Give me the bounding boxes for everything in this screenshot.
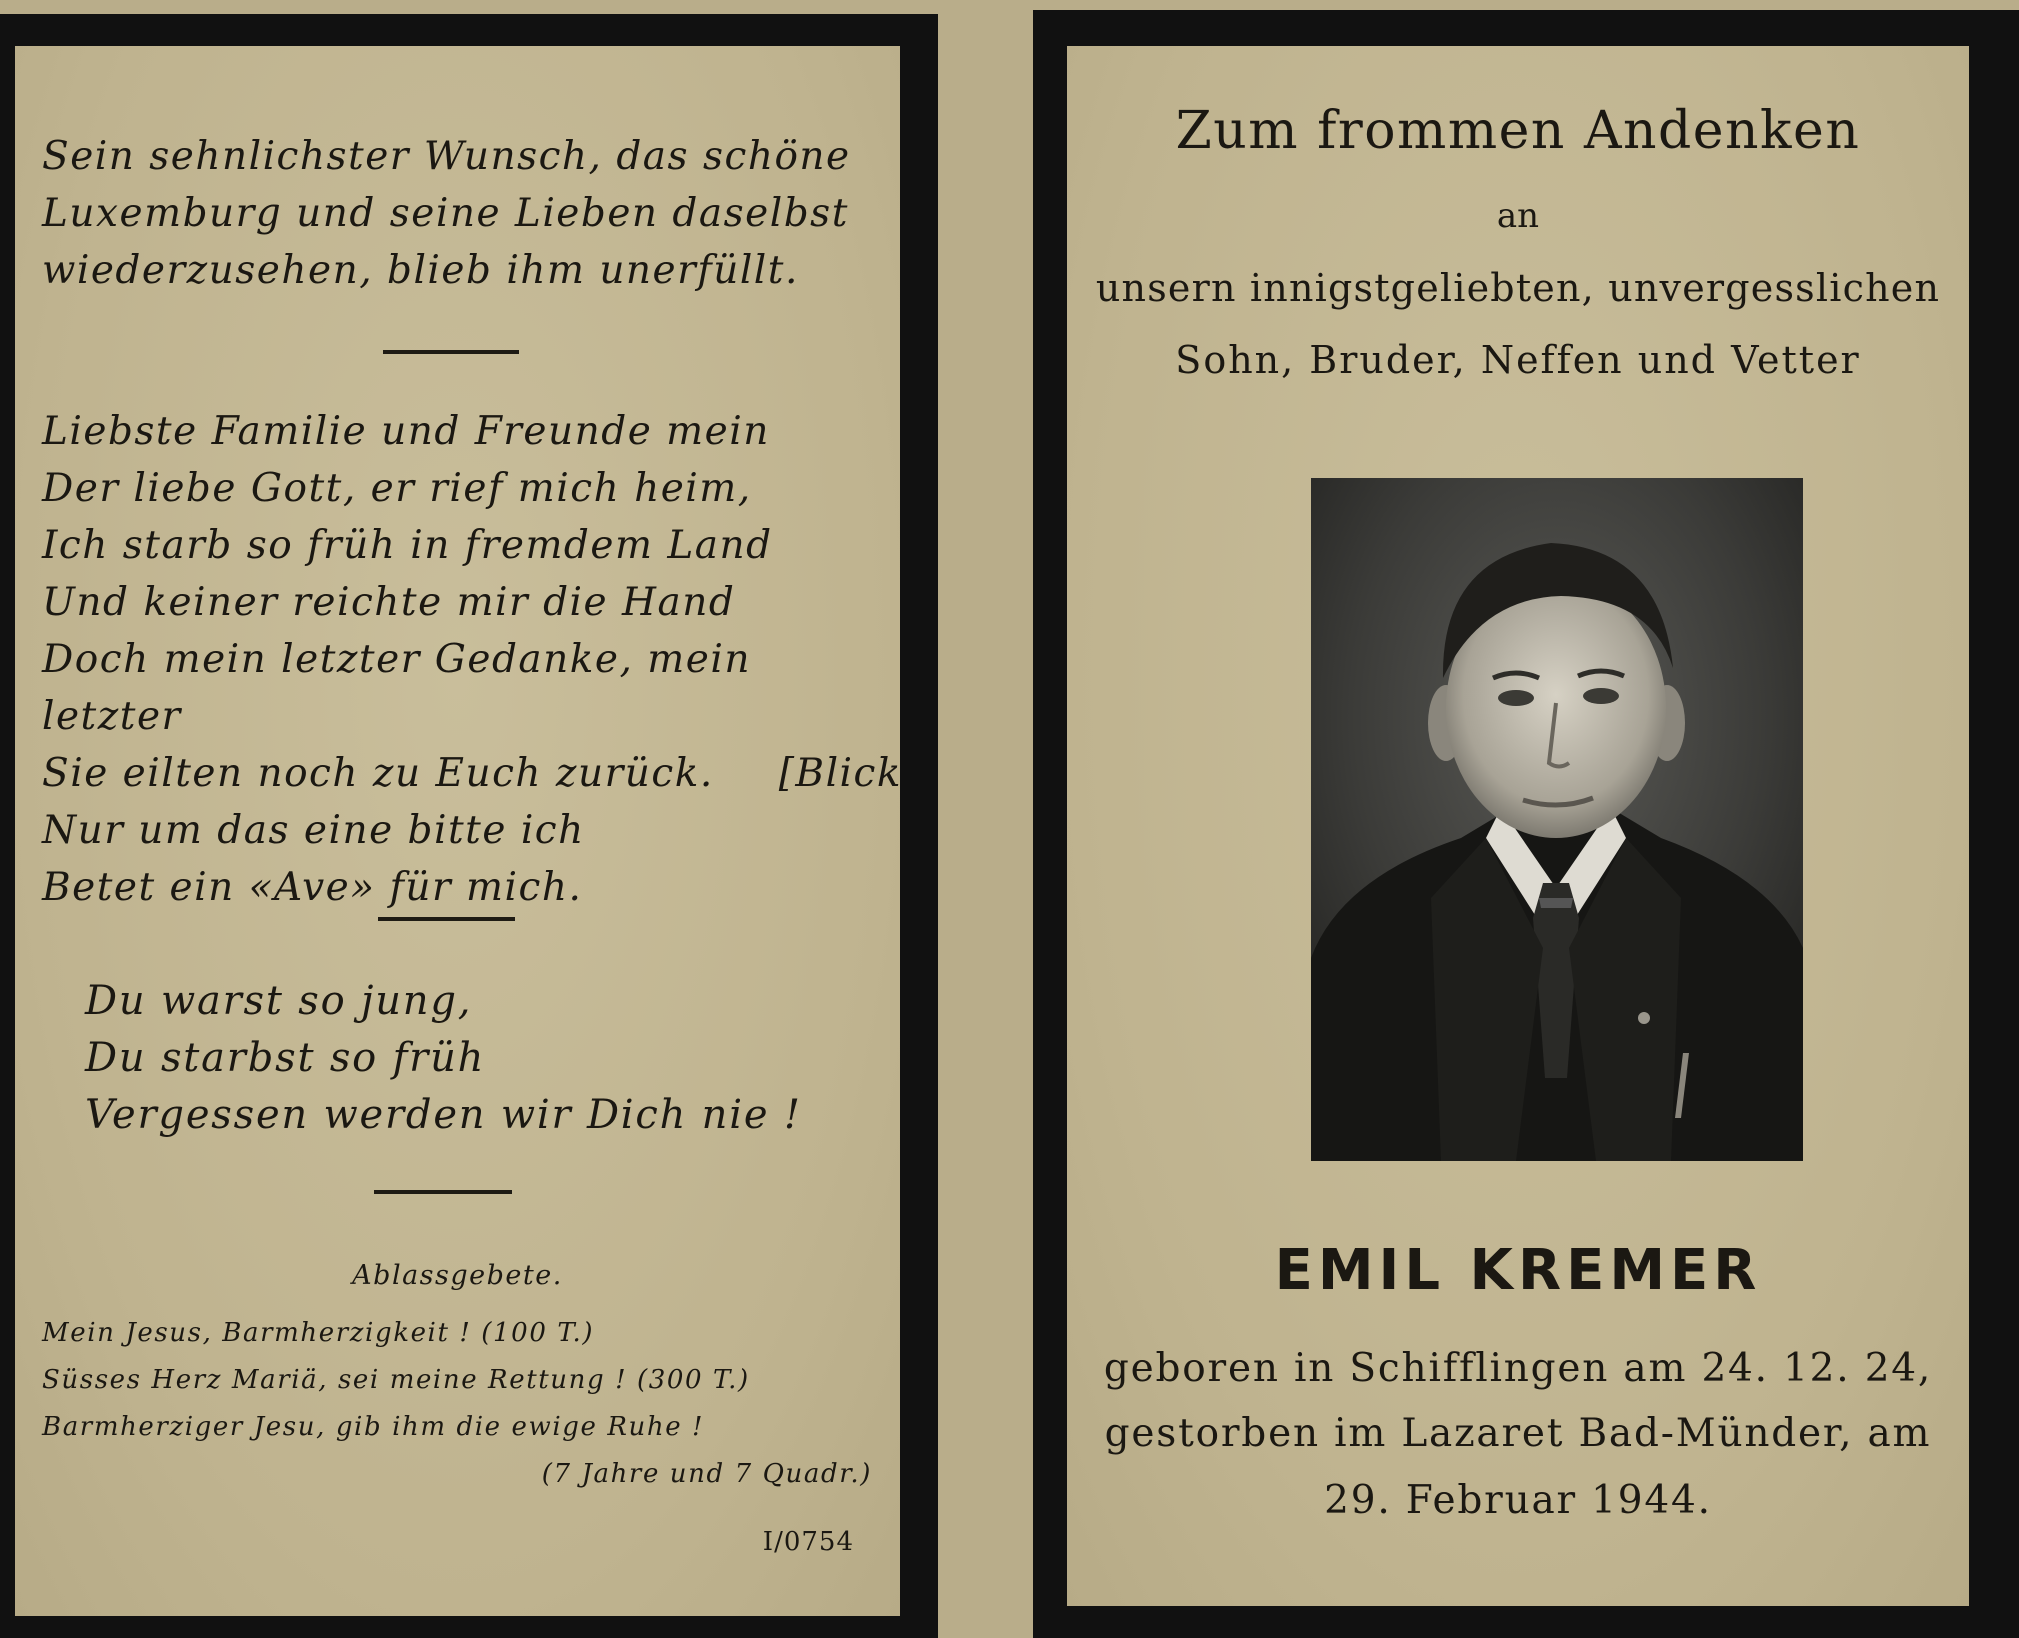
poem-line: Ich starb so früh in fremdem Land [42, 523, 773, 568]
poem-bracket-word: [Blick [778, 751, 902, 796]
right-memorial-card [1033, 10, 2019, 1638]
prayer-line: Süsses Herz Mariä, sei meine Rettung ! (300 T.) [42, 1365, 750, 1395]
death-line: gestorben im Lazaret Bad-Münder, am [1104, 1411, 1932, 1456]
poem-stanza [42, 403, 902, 916]
wish-line: Sein sehnlichster Wunsch, das schöne [42, 134, 851, 179]
relation-line: Sohn, Bruder, Neffen und Vetter [1175, 338, 1861, 382]
divider-rule [378, 917, 515, 921]
birth-line: geboren in Schifflingen am 24. 12. 24, [1103, 1346, 1933, 1391]
poem-line: Und keiner reichte mir die Hand [42, 580, 736, 625]
wish-line: Luxemburg und seine Lieben daselbst [42, 191, 849, 236]
young-stanza [85, 973, 885, 1144]
poem-line: Doch mein letzter Gedanke, mein letzter [42, 637, 751, 739]
poem-line-with-bracket [42, 745, 902, 802]
poem-line: Betet ein «Ave» für mich. [42, 865, 583, 910]
dedication-line: unsern innigstgeliebten, unvergesslichen [1095, 266, 1941, 310]
young-line: Du warst so jung, [85, 978, 473, 1024]
indulgence-prayers [42, 1310, 872, 1498]
print-code: I/0754 [762, 1527, 854, 1557]
right-card-paper [1067, 46, 1969, 1606]
prayer-line: (7 Jahre und 7 Quadr.) [541, 1459, 872, 1489]
left-card-paper [15, 46, 900, 1616]
prayers-heading: Ablassgebete. [352, 1260, 563, 1291]
left-memorial-card [0, 14, 938, 1638]
young-line: Vergessen werden wir Dich nie ! [85, 1092, 802, 1138]
poem-line: Nur um das eine bitte ich [42, 808, 585, 853]
poem-line: Sie eilten noch zu Euch zurück. [42, 751, 714, 796]
wish-paragraph [42, 128, 887, 299]
portrait-photo [1311, 478, 1803, 1161]
prayer-line: Mein Jesus, Barmherzigkeit ! (100 T.) [42, 1318, 595, 1348]
young-line: Du starbst so früh [85, 1035, 486, 1081]
wish-line: wiederzusehen, blieb ihm unerfüllt. [42, 248, 799, 293]
dedication-an: an [1496, 196, 1540, 236]
divider-rule [383, 350, 519, 354]
deceased-name: EMIL KREMER [1274, 1238, 1762, 1303]
divider-rule [374, 1190, 512, 1194]
card-title: Zum frommen Andenken [1175, 101, 1861, 161]
poem-line: Der liebe Gott, er rief mich heim, [42, 466, 752, 511]
death-date-line: 29. Februar 1944. [1324, 1478, 1712, 1523]
prayer-line: Barmherziger Jesu, gib ihm die ewige Ruhe ! [42, 1412, 705, 1442]
poem-line: Liebste Familie und Freunde mein [42, 409, 770, 454]
